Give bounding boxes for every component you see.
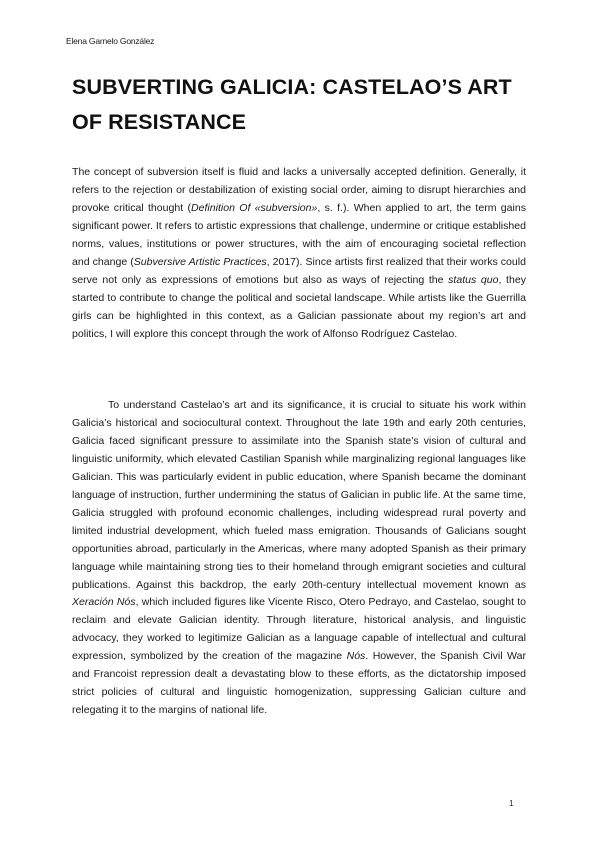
paragraph-text: . However, the Spanish Civil War and Francoist repression dealt a devastating blow to these efforts, as the dictatorship imposed strict policies of cultural and linguistic homogenization, suppressing Galician culture and relegating it to the margins of national life. <box>72 650 526 717</box>
italic-term: Xeración Nós <box>72 596 136 609</box>
page-number: 1 <box>509 799 514 808</box>
italic-term: Nós <box>346 650 366 663</box>
paragraph-text: , they started to contribute to change the political and societal landscape. While artists like the Guerrilla girls can be highlighted in this context, as a Galician passionate about my region’s art and politics, I will explore this concept through the work of Alfonso Rodríguez Castelao. <box>72 273 526 340</box>
paragraph-context <box>72 397 526 720</box>
citation-italic: Subversive Artistic Practices <box>133 255 267 268</box>
citation-italic: Definition Of «subversion» <box>190 201 318 214</box>
italic-term: status quo <box>448 273 499 286</box>
paragraph-text: The concept of subversion itself is fluid and lacks a universally accepted definition. Generally, it refers to the rejection or destabilization of existing social order, aiming to disrupt hierarchies and provoke critical thought ( <box>72 166 526 214</box>
paragraph-text: To understand Castelao’s art and its significance, it is crucial to situate his work within Galicia’s historical and sociocultural context. Throughout the late 19th and early 20th centuries, Galicia faced significant pressure to assimilate into the Spanish state’s vision of cultural and linguistic uniformity, which elevated Castilian Spanish while marginalizing regional languages like Galician. This was particularly evident in public education, where Spanish became the dominant language of instruction, further undermining the status of Galician in public life. At the same time, Galicia struggled with profound economic challenges, including widespread rural poverty and limited industrial development, which fueled mass emigration. Thousands of Galicians sought opportunities abroad, particularly in the Americas, where many adopted Spanish as their primary language while maintaining strong ties to their homeland through emigrant societies and cultural publications. Against this backdrop, the early 20th-century intellectual movement known as <box>72 399 526 591</box>
document-title: SUBVERTING GALICIA: CASTELAO’S ART OF RESISTANCE <box>72 75 512 134</box>
paragraph-text: , s. f.). When applied to art, the term gains significant power. It refers to artistic expressions that challenge, undermine or critique established norms, values, institutions or power structures, with the aim of encouraging societal reflection and change ( <box>72 201 526 268</box>
paragraph-text: , 2017). Since artists first realized that their works could serve not only as expressions of emotions but also as ways of rejecting the <box>72 255 526 286</box>
paragraph-text: , which included figures like Vicente Risco, Otero Pedrayo, and Castelao, sought to reclaim and elevate Galician identity. Through literature, historical analysis, and linguistic advocacy, they worked to legitimize Galician as a language capable of intellectual and cultural expression, symbolized by the creation of the magazine <box>72 596 527 663</box>
paragraph-intro <box>72 164 526 344</box>
header-author: Elena Garnelo González <box>66 36 155 46</box>
